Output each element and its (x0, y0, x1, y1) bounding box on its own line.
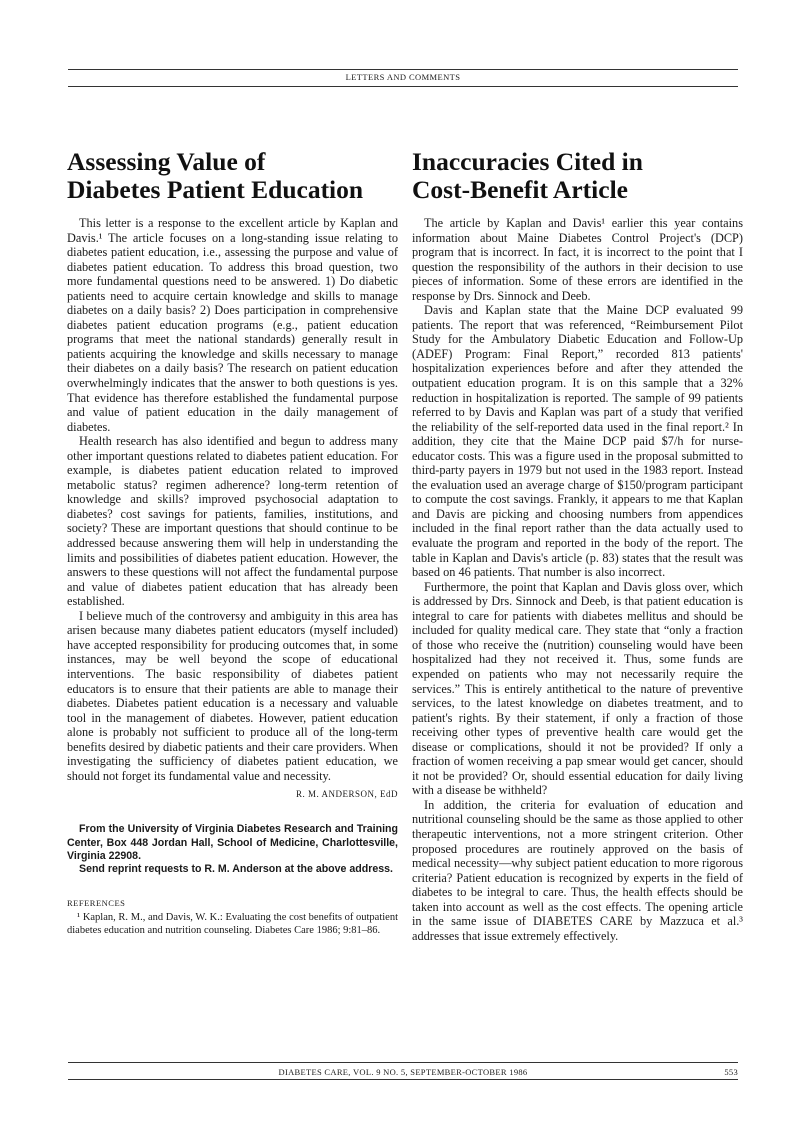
reference-1: ¹ Kaplan, R. M., and Davis, W. K.: Evaluating the cost benefits of outpatient diabetes education and nutrition counseling. Diabetes Care 1986; 9:81–86. (67, 912, 398, 936)
references-heading: REFERENCES (67, 898, 126, 909)
affiliation-text: From the University of Virginia Diabetes Research and Training Center, Box 448 Jordan Hall, School of Medicine, Charlottesville, Virginia 22908. (67, 823, 398, 862)
right-article-title (412, 148, 743, 204)
affiliation-block (67, 823, 398, 876)
reprint-request-text: Send reprint requests to R. M. Anderson at the above address. (79, 862, 393, 875)
footer-rule (68, 1062, 738, 1063)
right-title-line2: Cost-Benefit Article (412, 175, 628, 204)
footer-underline (68, 1079, 738, 1080)
left-article (67, 148, 398, 937)
right-paragraph-4: In addition, the criteria for evaluation of education and nutritional counseling should be the same as those applied to other therapeutic interventions, not a more stringent criterion. Other proposed procedures are routinely approved on the basis of medical necessity—why subject patient education to more rigorous criteria? Patient education is recognized by experts in the field of diabetes to be integral to care. Thus, the health effects should be taken into account as well as the cost effects. The opening article in the same issue of DIABETES CARE by Mazzuca et al.³ addresses that issue extremely effectively. (412, 797, 743, 943)
left-paragraph-1: This letter is a response to the excellent article by Kaplan and Davis.¹ The article focuses on a long-standing issue relating to diabetes patient education, i.e., assessing the purpose and value of diabetes patient education. To address this broad question, two more fundamental questions need to be answered. 1) Do diabetic patients need to acquire certain knowledge and skills to manage diabetes on a daily basis? 2) Does participation in comprehensive diabetes patient education programs (e.g., patient education programs that meet the national standards) generally result in patients acquiring the knowledge and skills necessary to manage their diabetes on a daily basis? The research on patient education overwhelmingly indicates that the answer to both questions is yes. That evidence has therefore established the fundamental purpose and value of patient education in the daily management of diabetes. (67, 216, 398, 434)
right-article (412, 148, 743, 943)
page-number: 553 (724, 1067, 738, 1077)
left-paragraph-2: Health research has also identified and begun to address many other important questions related to diabetes patient education. For example, is diabetes patient education related to improved metabolic status? regimen adherence? long-term retention of knowledge and skills? improved psychosocial adaptation to diabetes? cost savings for patients, families, institutions, and society? These are important questions that should continue to be addressed because answering them will help in understanding the limits and possibilities of diabetes patient education. However, the answers to these questions will not affect the fundamental purpose and value of diabetes patient education that has already been established. (67, 434, 398, 609)
right-paragraph-1: The article by Kaplan and Davis¹ earlier this year contains information about Maine Diabetes Control Project's (DCP) program that is incorrect. In fact, it is incorrect to the point that I question the responsibility of the authors in their decision to use pieces of information. Some of these errors are identified in the response by Drs. Sinnock and Deeb. (412, 216, 743, 303)
right-title-line1: Inaccuracies Cited in (412, 147, 643, 176)
left-article-title (67, 148, 398, 204)
right-paragraph-2: Davis and Kaplan state that the Maine DCP evaluated 99 patients. The report that was referenced, “Reimbursement Pilot Study for the Ambulatory Diabetic Education and Follow-Up (ADEF) Program: Final Report,” recorded 813 patients' hospitalization experiences before and after they attended the outpatient education program. It is on this sample that a 32% reduction in hospitalization is reported. The sample of 99 patients referred to by Davis and Kaplan was part of a study that verified the reliability of the self-reported data used in the final report.² In addition, they cite that the Maine DCP paid $7/h for nurse-educator costs. This was a figure used in the proposal submitted to third-party payers in 1979 but not used in the 1983 report. Instead the evaluation used an average charge of $150/program participant to compute the cost savings. Frankly, it appears to me that Kaplan and Davis are picking and choosing numbers from appendices included in the final report rather than the data actually used to evaluate the program and reported in the body of the report. The table in Kaplan and Davis's article (p. 83) states that the result was based on 46 patients. That number is also incorrect. (412, 303, 743, 580)
left-title-line2: Diabetes Patient Education (67, 175, 364, 204)
left-title-line1: Assessing Value of (67, 147, 266, 176)
footer-journal-citation: DIABETES CARE, VOL. 9 NO. 5, SEPTEMBER-OCTOBER 1986 (278, 1067, 528, 1077)
left-paragraph-3: I believe much of the controversy and ambiguity in this area has arisen because many diabetes patient educators (myself included) have accepted responsibility for producing outcomes that, in some instances, may be well beyond the scope of educational interventions. The basic responsibility of diabetes patient educators is to ensure that their patients are able to manage their diabetes. Diabetes patient education is a necessary and valuable tool in the management of diabetes. However, patient education alone is probably not sufficient to produce all of the long-term benefits desired by diabetic patients and their care providers. When investigating the sufficiency of diabetes patient education, we should not forget its fundamental value and necessity. (67, 608, 398, 783)
running-head: LETTERS AND COMMENTS (345, 72, 461, 82)
page-footer (68, 1067, 738, 1077)
header-underline (68, 86, 738, 87)
top-rule (68, 69, 738, 70)
right-paragraph-3: Furthermore, the point that Kaplan and Davis gloss over, which is addressed by Drs. Sinnock and Deeb, is that patient education is integral to care for patients with diabetes mellitus and should be included for quality medical care. They state that “only a fraction of those who receive the (nutrition) counseling would have been hospitalized had they not received it. Thus, some funds are expended on patients who may not necessarily require the services.” This is entirely antithetical to the nature of preventive services, to the latest knowledge on diabetes treatment, and to patient's rights. By their statement, if only a fraction of those receiving other types of preventive health care would get the disease or complications, should it not be provided? If only a fraction of women receiving a pap smear would get cancer, should it not be provided? Or, should essential education for daily living with a disease be withheld? (412, 579, 743, 798)
author-signature: R. M. ANDERSON, EdD (295, 789, 398, 800)
